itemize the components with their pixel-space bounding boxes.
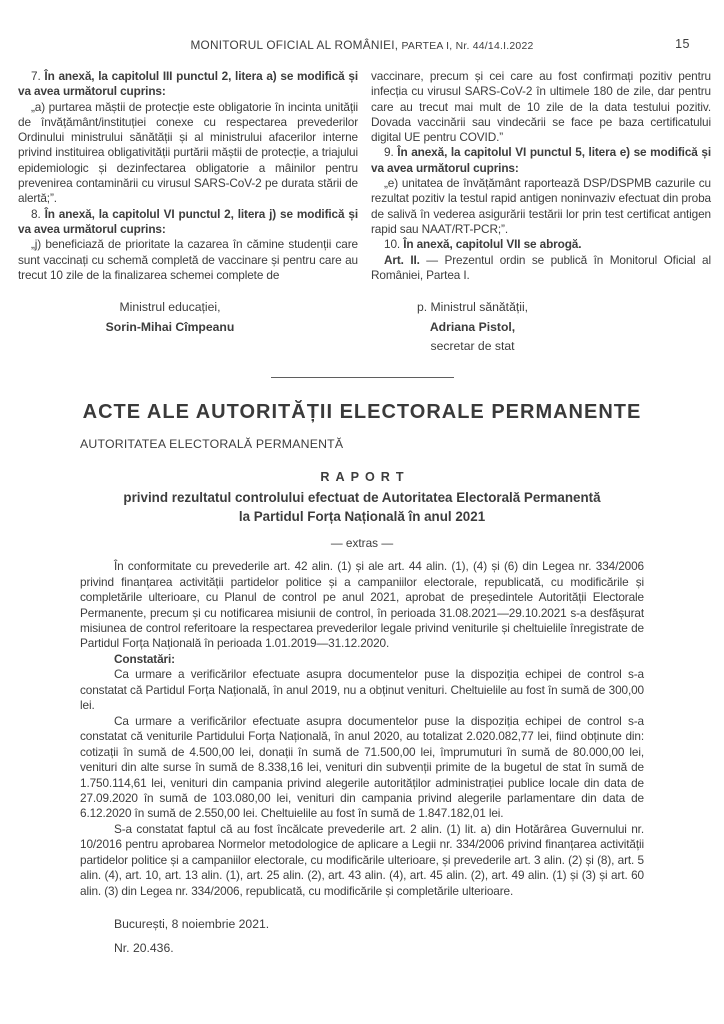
amendment-8-continuation: vaccinare, precum și cei care au fost confirmați pozitiv pentru infecția cu virusul SARS-CoV-2 în ultimele 180 de zile, dar pentru care au trecut mai mult de 10 zile de la data testului pozitiv. Dovada vaccinării sau vindecării se face pe baza certificatului digital UE pentru COVID.” [371, 69, 711, 145]
authority-name: AUTORITATEA ELECTORALĂ PERMANENTĂ [80, 437, 344, 452]
article-text: — Prezentul ordin se publică în Monitorul Oficial al României, Partea I. [371, 252, 711, 282]
extras-label: — extras — [330, 536, 394, 551]
report-body [0, 559, 724, 899]
amendment-number: 10. [384, 237, 401, 252]
footer-number: Nr. 20.436. [114, 940, 174, 955]
article-label: Art. II. [384, 252, 420, 267]
article-2-publication [371, 253, 711, 284]
section-title: ACTE ALE AUTORITĂȚII ELECTORALE PERMANENTE [82, 401, 642, 424]
report-subtitle [0, 489, 724, 526]
gazette-issue: PARTEA I, Nr. 44/14.I.2022 [398, 41, 534, 52]
amendment-9-lead [371, 145, 711, 176]
report-paragraph-1: În conformitate cu prevederile art. 42 alin. (1) și ale art. 44 alin. (1), (4) și (6) din Legea nr. 334/2006 privind finanțarea activității partidelor politice și a campaniilor electorale, republicată, cu modificările și completările ulterioare, cu Planul de control pe anul 2021, aprobat de președintele Autorității Electorale Permanente, precum și cu notificarea misiunii de control, în perioada 31.08.2021—29.10.2021 s-a desfășurat misiunea de control referitoare la respectarea prevederilor legale privind veniturile și cheltuielile înregistrate de Partidul Forța Națională în perioada 1.01.2019—31.12.2020. [80, 559, 644, 651]
gazette-title: MONITORUL OFICIAL AL ROMÂNIEI, [190, 38, 399, 52]
amendment-number: 8. [31, 206, 41, 221]
footer-place-date: București, 8 noiembrie 2021. [114, 917, 270, 932]
order-left-column [18, 69, 358, 283]
signature-role: secretar de stat [430, 339, 515, 354]
order-right-column [371, 69, 711, 283]
amendment-lead-text: În anexă, la capitolul III punctul 2, litera a) se modifică și va avea următorul cuprins: [18, 69, 358, 99]
signature-title: Ministrul educației, [119, 300, 221, 315]
page-number: 15 [675, 37, 690, 51]
amendment-7-body: „a) purtarea măștii de protecție este obligatorie în incinta unității de învățământ/instituției conexe cu respectarea prevederilor Ordinului ministrului sănătății și al ministrului afacerilor interne privind instituirea obligativității purtării măștii de protecție, a triajului epidemiologic și dezinfectarea obligatorie a mâinilor pentru prevenirea contaminării cu virusul SARS-CoV-2 pe durata stării de alertă;”. [18, 99, 358, 206]
amendment-7-lead [18, 69, 358, 100]
signature-name: Adriana Pistol, [429, 319, 516, 334]
report-paragraph-4: S-a constatat faptul că au fost încălcate prevederile art. 2 alin. (1) lit. a) din Hotărârea Guvernului nr. 10/2016 pentru aprobarea Normelor metodologice de aplicare a Legii nr. 334/2006 privind finanțarea activității partidelor politice și a campaniilor electorale, cu modificările ulterioare, și prevederile art. 3 alin. (2) și (8), art. 5 alin. (4), art. 10, art. 13 alin. (1), art. 25 alin. (2), art. 43 alin. (4), art. 45 alin. (2), art. 49 alin. (1) și (3) și art. 60 alin. (3) din Legea nr. 334/2006, republicată, cu modificările și completările ulterioare. [80, 821, 644, 898]
gazette-header [0, 0, 724, 52]
amendment-8-body: „j) beneficiază de prioritate la cazarea în cămine studenții care sunt vaccinați cu schemă completă de vaccinare și pentru care au trecut 10 zile de la finalizarea schemei complete de [18, 237, 358, 282]
report-paragraph-3: Ca urmare a verificărilor efectuate asupra documentelor puse la dispoziția echipei de control s-a constatat că veniturile Partidului Forța Națională, în anul 2020, au totalizat 2.020.082,77 lei, fiind obținute din: cotizații în sumă de 4.500,00 lei, donații în sumă de 71.500,00 lei, împrumuturi în sumă de 80.000,00 lei, venituri din alte surse în sumă de 8.338,16 lei, venituri din subvenții primite de la bugetul de stat în sumă de 1.750.114,61 lei, venituri din campania privind alegerile autorităților administrației publice locale din data de 27.09.2020 în sumă de 103.080,00 lei, venituri din campania privind alegerile parlamentare din data de 6.12.2020 în sumă de 2.550,00 lei. Cheltuielile au fost în sumă de 1.847.182,01 lei. [80, 713, 644, 821]
amendment-10-lead [371, 237, 711, 252]
amendment-number: 9. [384, 145, 394, 160]
constatari-text: Constatări: [114, 651, 175, 666]
amendment-number: 7. [31, 69, 41, 83]
report-subtitle-line2: la Partidul Forța Națională în anul 2021 [238, 508, 486, 524]
signature-title: p. Ministrul sănătății, [416, 300, 529, 315]
report-title: RAPORT [320, 470, 410, 485]
signatures [0, 298, 724, 360]
constatari-label [80, 652, 644, 667]
section-divider [271, 377, 454, 378]
report-paragraph-2: Ca urmare a verificărilor efectuate asupra documentelor puse la dispoziția echipei de control s-a constatat că Partidul Forța Națională, în anul 2019, nu a obținut venituri. Cheltuielile au fost în sumă de 300,00 lei. [80, 667, 644, 713]
amendment-lead-text: În anexă, la capitolul VI punctul 2, litera j) se modifică și va avea următorul cuprins: [18, 206, 358, 236]
education-minister-signature [20, 298, 320, 337]
amendment-lead-text: În anexă, capitolul VII se abrogă. [403, 237, 582, 252]
amendment-lead-text: În anexă, la capitolul VI punctul 5, litera e) se modifică și va avea următorul cuprins: [371, 145, 711, 175]
health-minister-signature [325, 298, 620, 357]
order-columns [0, 52, 724, 283]
report-footer [0, 913, 724, 960]
amendment-8-lead [18, 207, 358, 238]
signature-name: Sorin-Mihai Cîmpeanu [105, 319, 235, 334]
amendment-9-body: „e) unitatea de învățământ raportează DSP/DSPMB cazurile cu rezultat pozitiv la testul rapid antigen noninvaziv efectuat din proba de salivă în vederea asigurării testării lor prin test certificat antigen rapid sau NAAT/RT-PCR;”. [371, 176, 711, 236]
report-subtitle-line1: privind rezultatul controlului efectuat de Autoritatea Electorală Permanentă [123, 490, 601, 506]
